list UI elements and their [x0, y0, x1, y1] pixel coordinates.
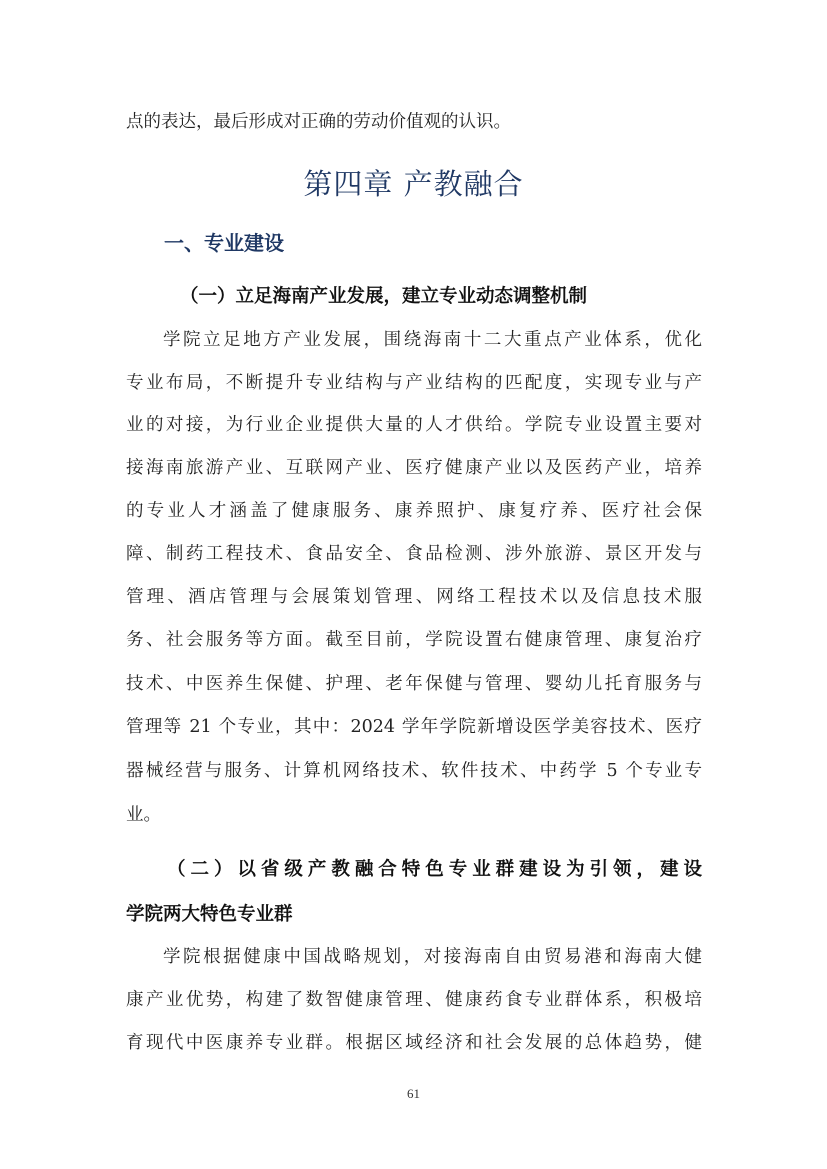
- subsection-heading-2-line-2: 学院两大特色专业群: [126, 904, 293, 925]
- paragraph-line: 管理等 21 个专业，其中：2024 学年学院新增设医学美容技术、医疗: [126, 717, 702, 737]
- paragraph-line: 技术、中医养生保健、护理、老年保健与管理、婴幼儿托育服务与: [126, 674, 702, 694]
- paragraph-line: 的专业人才涵盖了健康服务、康养照护、康复疗养、医疗社会保: [126, 501, 702, 521]
- chapter-title: 第四章 产教融合: [303, 167, 524, 201]
- paragraph-line: 学院根据健康中国战略规划，对接海南自由贸易港和海南大健: [163, 947, 702, 967]
- paragraph-line: 管理、酒店管理与会展策划管理、网络工程技术以及信息技术服: [126, 587, 702, 607]
- subsection-heading-2-line-1: （二）以省级产教融合特色专业群建设为引领，建设: [167, 859, 702, 880]
- section-heading: 一、专业建设: [164, 231, 284, 255]
- page-number: 61: [407, 1086, 420, 1101]
- paragraph-line: 业的对接，为行业企业提供大量的人才供给。学院专业设置主要对: [126, 415, 702, 435]
- subsection-heading-1: （一）立足海南产业发展，建立专业动态调整机制: [180, 286, 588, 307]
- paragraph-line: 业。: [126, 805, 161, 825]
- paragraph-line: 障、制药工程技术、食品安全、食品检测、涉外旅游、景区开发与: [126, 544, 702, 564]
- paragraph-line: 接海南旅游产业、互联网产业、医疗健康产业以及医药产业，培养: [126, 458, 702, 478]
- intro-paragraph-line: 点的表达，最后形成对正确的劳动价值观的认识。: [126, 112, 511, 132]
- paragraph-line: 专业布局，不断提升专业结构与产业结构的匹配度，实现专业与产: [126, 373, 702, 393]
- paragraph-line: 学院立足地方产业发展，围绕海南十二大重点产业体系，优化: [163, 330, 702, 350]
- paragraph-line: 器械经营与服务、计算机网络技术、软件技术、中药学 5 个专业专: [126, 761, 702, 781]
- paragraph-line: 务、社会服务等方面。截至目前，学院设置右健康管理、康复治疗: [126, 630, 702, 650]
- paragraph-line: 康产业优势，构建了数智健康管理、健康药食专业群体系，积极培: [126, 990, 702, 1010]
- paragraph-line: 育现代中医康养专业群。根据区域经济和社会发展的总体趋势，健: [126, 1033, 702, 1053]
